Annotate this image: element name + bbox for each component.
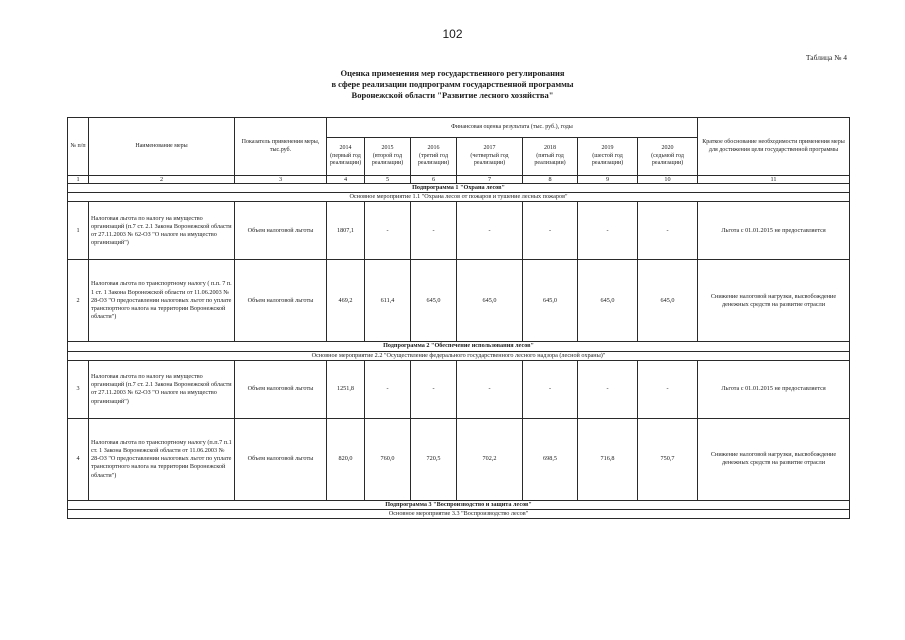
value-2019: - <box>578 202 638 260</box>
rationale: Льгота с 01.01.2015 не предоставляется <box>698 360 850 418</box>
subprogram-2-title: Подпрограмма 2 "Обеспечение использования лесов" <box>68 342 850 351</box>
event-1-1-title: Основное мероприятие 1.1 "Охрана лесов от пожаров и тушение лесных пожаров" <box>68 193 850 202</box>
column-number: 1 <box>68 176 89 184</box>
title-line-3: Воронежской области "Развитие лесного хозяйства" <box>351 90 554 100</box>
year-label: 2018 <box>544 145 556 152</box>
year-label: 2016 <box>427 145 440 152</box>
subprogram-row <box>68 184 850 193</box>
table-label: Таблица № 4 <box>805 53 847 62</box>
value-2017: - <box>457 202 523 260</box>
row-no: 3 <box>68 360 89 418</box>
header-measure-name: Наименование меры <box>89 118 235 176</box>
value-2020: 750,7 <box>638 418 698 500</box>
row-no: 2 <box>68 260 89 342</box>
header-no: № п/п <box>68 118 89 176</box>
column-number: 6 <box>411 176 457 184</box>
subprogram-3-title: Подпрограмма 3 "Воспроизводство и защита лесов" <box>68 500 850 509</box>
header-rationale: Краткое обоснование необходимости применения меры для достижения цели государственной программы <box>698 118 850 176</box>
event-row <box>68 193 850 202</box>
value-2015: - <box>365 202 411 260</box>
column-number: 9 <box>578 176 638 184</box>
value-2020: 645,0 <box>638 260 698 342</box>
column-number: 4 <box>327 176 365 184</box>
column-number: 5 <box>365 176 411 184</box>
value-2016: 645,0 <box>411 260 457 342</box>
header-financial-estimate: Финансовая оценка результата (тыс. руб.), годы <box>327 118 698 138</box>
event-row <box>68 351 850 360</box>
header-year-2016 <box>411 138 457 176</box>
document-title <box>0 68 905 101</box>
rationale: Снижение налоговой нагрузки, высвобождение денежных средств на развитие отрасли <box>698 260 850 342</box>
column-number: 10 <box>638 176 698 184</box>
value-2016: 720,5 <box>411 418 457 500</box>
column-number: 11 <box>698 176 850 184</box>
header-year-2018 <box>523 138 578 176</box>
header-year-2019 <box>578 138 638 176</box>
value-2019: 645,0 <box>578 260 638 342</box>
subprogram-1-title: Подпрограмма 1 "Охрана лесов" <box>68 184 850 193</box>
header-year-2014 <box>327 138 365 176</box>
subprogram-row <box>68 500 850 509</box>
value-2014: 1251,8 <box>327 360 365 418</box>
value-2014: 820,0 <box>327 418 365 500</box>
value-2018: - <box>523 202 578 260</box>
year-desc: (четвертый год реализации) <box>470 152 509 167</box>
column-number-row <box>68 176 850 184</box>
page-number: 102 <box>442 27 463 41</box>
indicator: Объем налоговой льготы <box>235 260 327 342</box>
header-indicator: Показатель применения меры, тыс.руб. <box>235 118 327 176</box>
year-label: 2017 <box>483 145 496 152</box>
value-2018: 645,0 <box>523 260 578 342</box>
header-year-2017 <box>457 138 523 176</box>
year-desc: (пятый год реализации) <box>534 152 566 167</box>
header-row-1 <box>68 118 850 138</box>
title-line-2: в сфере реализации подпрограмм государственной программы <box>331 79 574 89</box>
value-2017: 645,0 <box>457 260 523 342</box>
header-year-2015 <box>365 138 411 176</box>
column-number: 7 <box>457 176 523 184</box>
value-2017: 702,2 <box>457 418 523 500</box>
column-number: 8 <box>523 176 578 184</box>
indicator: Объем налоговой льготы <box>235 418 327 500</box>
year-label: 2019 <box>601 145 614 152</box>
event-row <box>68 510 850 519</box>
value-2019: 716,8 <box>578 418 638 500</box>
value-2018: 698,5 <box>523 418 578 500</box>
year-desc: (седьмой год реализации) <box>651 152 684 167</box>
year-desc: (первый год реализации) <box>329 152 362 167</box>
event-2-2-title: Основное мероприятие 2.2 "Осуществление федерального государственного лесного надзора (лесной охраны)" <box>68 351 850 360</box>
rationale: Льгота с 01.01.2015 не предоставляется <box>698 202 850 260</box>
value-2018: - <box>523 360 578 418</box>
year-label: 2014 <box>339 145 352 152</box>
measure-name: Налоговая льгота по транспортному налогу ( п.п. 7 п. 1 ст. 1 Закона Воронежской области от 11.06.2003 № 28-ОЗ "О предоставлении налоговых льгот по уплате транспортного налога на территории Воронежской области") <box>89 260 235 342</box>
measures-table <box>67 117 850 519</box>
year-label: 2015 <box>381 145 394 152</box>
header-year-2020 <box>638 138 698 176</box>
column-number: 3 <box>235 176 327 184</box>
table-row <box>68 202 850 260</box>
subprogram-row <box>68 342 850 351</box>
table-row <box>68 360 850 418</box>
value-2015: - <box>365 360 411 418</box>
year-desc: (второй год реализации) <box>371 152 404 167</box>
year-label: 2020 <box>661 145 674 152</box>
value-2014: 1807,1 <box>327 202 365 260</box>
year-desc: (шестой год реализации) <box>591 152 624 167</box>
value-2016: - <box>411 360 457 418</box>
table-row <box>68 418 850 500</box>
measure-name: Налоговая льгота по транспортному налогу (п.п.7 п.1 ст. 1 Закона Воронежской области от 11.06.2003 № 28-ОЗ "О предоставлении налоговых льгот по уплате транспортного налога на территории Воронежской области") <box>89 418 235 500</box>
value-2017: - <box>457 360 523 418</box>
indicator: Объем налоговой льготы <box>235 360 327 418</box>
measure-name: Налоговая льгота по налогу на имущество организаций (п.7 ст. 2.1 Закона Воронежской области от 27.11.2003 № 62-ОЗ "О налоге на имущество организаций") <box>89 360 235 418</box>
column-number: 2 <box>89 176 235 184</box>
measure-name: Налоговая льгота по налогу на имущество организаций (п.7 ст. 2.1 Закона Воронежской области от 27.11.2003 № 62-ОЗ "О налоге на имущество организаций") <box>89 202 235 260</box>
value-2016: - <box>411 202 457 260</box>
row-no: 1 <box>68 202 89 260</box>
value-2019: - <box>578 360 638 418</box>
value-2020: - <box>638 360 698 418</box>
value-2015: 760,0 <box>365 418 411 500</box>
value-2014: 469,2 <box>327 260 365 342</box>
value-2020: - <box>638 202 698 260</box>
row-no: 4 <box>68 418 89 500</box>
rationale: Снижение налоговой нагрузки, высвобождение денежных средств на развитие отрасли <box>698 418 850 500</box>
indicator: Объем налоговой льготы <box>235 202 327 260</box>
event-3-3-title: Основное мероприятие 3.3 "Воспроизводство лесов" <box>68 510 850 519</box>
title-line-1: Оценка применения мер государственного регулирования <box>340 68 565 78</box>
table-row <box>68 260 850 342</box>
year-desc: (третий год реализации) <box>417 152 450 167</box>
value-2015: 611,4 <box>365 260 411 342</box>
